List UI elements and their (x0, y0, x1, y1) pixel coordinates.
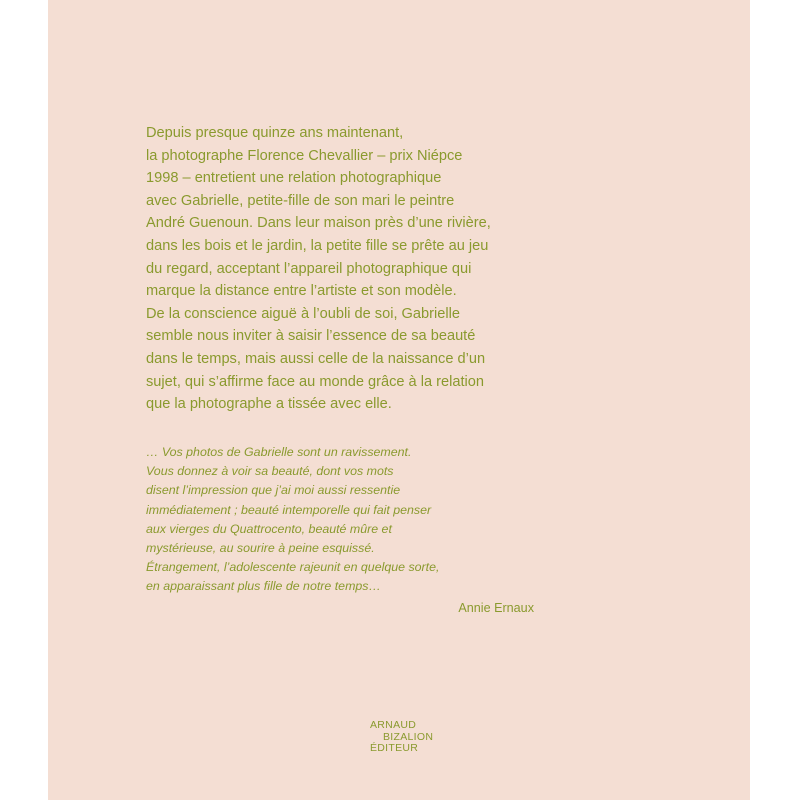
quote-author: Annie Ernaux (458, 601, 534, 615)
paragraph-line: dans les bois et le jardin, la petite fille se prête au jeu (146, 237, 489, 254)
publisher-line-3: ÉDITEUR (370, 742, 419, 754)
quote-block (146, 443, 586, 597)
paragraph-line: dans le temps, mais aussi celle de la naissance d’un (146, 350, 486, 367)
paragraph-line: marque la distance entre l’artiste et son modèle. (146, 283, 457, 300)
paragraph-line: Depuis presque quinze ans maintenant, (146, 125, 404, 141)
paragraph-line: 1998 – entretient une relation photographique (146, 170, 442, 187)
quote-line: … Vos photos de Gabrielle sont un ravissement. (146, 445, 412, 459)
description-paragraph (146, 122, 586, 416)
quote-line: mystérieuse, au sourire à peine esquissé. (146, 541, 375, 556)
publisher-line-2: BIZALION (383, 730, 434, 743)
publisher-line-1: ARNAUD (370, 719, 417, 731)
quote-line: Vous donnez à voir sa beauté, dont vos mots (146, 464, 394, 479)
paragraph-line: André Guenoun. Dans leur maison près d’une rivière, (146, 215, 491, 232)
paragraph-line: que la photographe a tissée avec elle. (146, 396, 392, 413)
paragraph-line: sujet, qui s’affirme face au monde grâce à la relation (146, 373, 485, 390)
paragraph-line: avec Gabrielle, petite-fille de son mari le peintre (146, 192, 455, 209)
quote-line: aux vierges du Quattrocento, beauté mûre et (146, 521, 392, 536)
quote-line: en apparaissant plus fille de notre temps… (146, 579, 381, 594)
paragraph-line: du regard, acceptant l’appareil photographique qui (146, 260, 472, 277)
paragraph-line: la photographe Florence Chevallier – prix Niépce (146, 147, 463, 164)
paragraph-line: semble nous inviter à saisir l’essence de sa beauté (146, 328, 476, 345)
book-back-cover (48, 0, 750, 800)
quote-line: Étrangement, l’adolescente rajeunit en quelque sorte, (146, 560, 440, 575)
publisher-logo (370, 720, 433, 755)
quote-line: immédiatement ; beauté intemporelle qui fait penser (146, 502, 432, 517)
paragraph-line: De la conscience aiguë à l’oubli de soi, Gabrielle (146, 305, 460, 322)
quote-line: disent l’impression que j’ai moi aussi ressentie (146, 483, 401, 498)
